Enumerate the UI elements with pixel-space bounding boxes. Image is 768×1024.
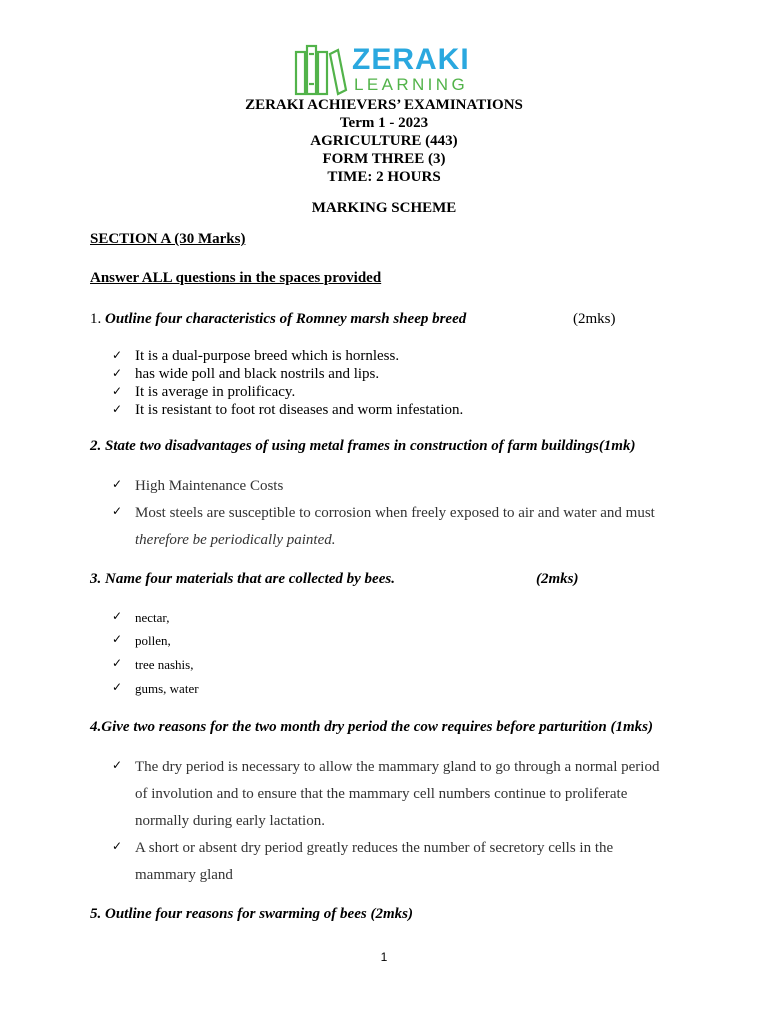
answer-1-3: It is average in prolificacy. xyxy=(135,384,296,400)
answer-2-2-continuation: therefore be periodically painted. xyxy=(135,532,336,548)
question-3-text: 3. Name four materials that are collected by bees. xyxy=(90,571,395,587)
question-4-text: 4.Give two reasons for the two month dry period the cow requires before parturition (1mks) xyxy=(90,719,653,735)
section-heading: SECTION A (30 Marks) xyxy=(90,231,246,247)
check-icon: ✓ xyxy=(112,609,123,623)
answer-4-1-line-3: normally during early lactation. xyxy=(135,813,325,829)
check-icon: ✓ xyxy=(112,632,123,646)
exam-form: FORM THREE (3) xyxy=(322,151,446,167)
exam-subject: AGRICULTURE (443) xyxy=(310,133,458,149)
answer-2-2: Most steels are susceptible to corrosion when freely exposed to air and water and must xyxy=(135,505,655,521)
zeraki-logo xyxy=(294,44,479,96)
question-1 xyxy=(90,310,466,328)
answer-3-4: gums, water xyxy=(135,681,199,696)
answer-1-2: has wide poll and black nostrils and lips. xyxy=(135,366,380,382)
books-icon xyxy=(294,44,348,96)
question-3-marks: (2mks) xyxy=(536,571,579,587)
check-icon: ✓ xyxy=(112,758,123,772)
question-5-text: 5. Outline four reasons for swarming of bees (2mks) xyxy=(90,906,413,922)
answer-4-1-line-1: The dry period is necessary to allow the mammary gland to go through a normal period xyxy=(135,759,660,775)
check-icon: ✓ xyxy=(112,384,123,398)
question-1-marks: (2mks) xyxy=(573,311,616,327)
answer-3-2: pollen, xyxy=(135,633,171,648)
answer-2-1: High Maintenance Costs xyxy=(135,478,284,494)
answer-3-3: tree nashis, xyxy=(135,657,194,672)
exam-time: TIME: 2 HOURS xyxy=(327,169,441,185)
answer-1-1: It is a dual-purpose breed which is hornless. xyxy=(135,348,400,364)
logo-sub: LEARNING xyxy=(354,75,469,94)
check-icon: ✓ xyxy=(112,348,123,362)
page-number: 1 xyxy=(380,950,388,964)
check-icon: ✓ xyxy=(112,366,123,380)
answer-4-2-line-1: A short or absent dry period greatly reduces the number of secretory cells in the xyxy=(135,840,614,856)
answer-1-4: It is resistant to foot rot diseases and worm infestation. xyxy=(135,402,464,418)
question-1-text: Outline four characteristics of Romney marsh sheep breed xyxy=(105,311,467,327)
question-1-number: 1. xyxy=(90,311,102,327)
check-icon: ✓ xyxy=(112,402,123,416)
instruction: Answer ALL questions in the spaces provided xyxy=(90,270,382,286)
exam-term: Term 1 - 2023 xyxy=(339,115,429,131)
question-2-text: 2. State two disadvantages of using metal frames in construction of farm buildings(1mk) xyxy=(90,438,636,454)
check-icon: ✓ xyxy=(112,839,123,853)
marking-scheme-heading: MARKING SCHEME xyxy=(311,200,457,216)
check-icon: ✓ xyxy=(112,680,123,694)
answer-4-2-line-2: mammary gland xyxy=(135,867,233,883)
answer-3-1: nectar, xyxy=(135,610,170,625)
exam-title: ZERAKI ACHIEVERS’ EXAMINATIONS xyxy=(245,97,523,113)
check-icon: ✓ xyxy=(112,656,123,670)
check-icon: ✓ xyxy=(112,477,123,491)
check-icon: ✓ xyxy=(112,504,123,518)
answer-4-1-line-2: of involution and to ensure that the mammary cell numbers continue to proliferate xyxy=(135,786,628,802)
logo-word: ZERAKI xyxy=(352,43,470,76)
